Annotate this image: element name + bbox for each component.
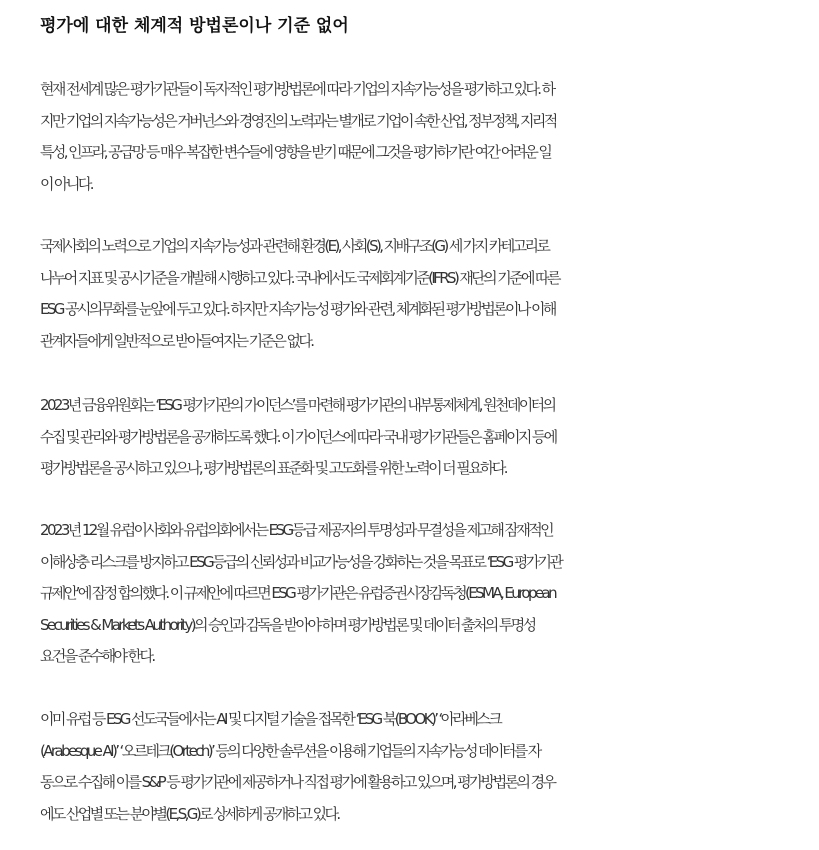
paragraph-line: 현재 전세계 많은 평가기관들이 독자적인 평가방법론에 따라 기업의 지속가능성을 평가하고 있다. 하	[40, 80, 554, 98]
paragraph-4	[40, 515, 780, 673]
paragraph-line: 동으로 수집해 이를 S&P 등 평가기관에 제공하거나 직접 평가에 활용하고 있으며, 평가방법론의 경우	[40, 773, 555, 791]
paragraph-5	[40, 704, 780, 830]
paragraph-line: 이미 유럽 등 ESG 선도국들에서는 AI 및 디지털 기술을 접목한 ‘ESG 북(BOOK)’ ‘아라베스크	[40, 710, 501, 728]
paragraph-line: 국제사회의 노력으로 기업의 지속가능성과 관련해 환경(E), 사회(S), 지배구조(G) 세 가지 카테고리로	[40, 237, 549, 255]
paragraph-line: 평가방법론을 공시하고 있으나, 평가방법론의 표준화 및 고도화를 위한 노력이 더 필요하다.	[40, 459, 506, 477]
paragraph-line: 2023년 12월 유럽이사회와 유럽의회에서는 ESG등급 제공자의 투명성과 무결성을 제고해 잠재적인	[40, 521, 553, 539]
paragraph-line: ESG 공시의무화를 눈앞에 두고 있다. 하지만 지속가능성 평가와 관련, 체계화된 평가방법론이나 이해	[40, 300, 555, 318]
paragraph-line: 에도 산업별 또는 분야별(E,S,G)로 상세하게 공개하고 있다.	[40, 804, 339, 823]
paragraph-line: 특성, 인프라, 공급망 등 매우 복잡한 변수들에 영향을 받기 때문에 그것을 평가하기란 여간 어려운 일	[40, 143, 551, 161]
paragraph-line: 수집 및 관리와 평가방법론을 공개하도록 했다. 이 가이던스에 따라 국내 평가기관들은 홈페이지 등에	[40, 427, 556, 446]
article-heading: 평가에 대한 체계적 방법론이나 기준 없어	[40, 16, 349, 36]
paragraph-2	[40, 231, 780, 357]
paragraph-1	[40, 74, 780, 200]
paragraph-line: 이해상충 리스크를 방지하고 ESG등급의 신뢰성과 비교가능성을 강화하는 것을 목표로 ‘ESG 평가기관	[40, 552, 562, 571]
paragraph-line: Securities & Markets Authority)의 승인과 감독을 받아야 하며 평가방법론 및 데이터 출처의 투명성	[40, 615, 535, 634]
paragraph-line: 요건을 준수해야 한다.	[40, 647, 154, 665]
paragraph-3	[40, 390, 780, 485]
paragraph-line: 이 아니다.	[40, 174, 92, 193]
paragraph-line: 관계자들에게 일반적으로 받아들여지는 기준은 없다.	[40, 331, 313, 350]
paragraph-line: 2023년 금융위원회는 ‘ESG 평가기관의 가이던스’를 마련해 평가기관의 내부통제체계, 원천데이터의	[40, 396, 555, 414]
paragraph-line: 규제안’에 잠정 합의했다. 이 규제안에 따르면 ESG 평가기관은 유럽증권시장감독청(ESMA, European	[40, 584, 556, 602]
paragraph-line: 나누어 지표 및 공시기준을 개발해 시행하고 있다. 국내에서도 국제회계기준(IFRS) 재단의 기준에 따른	[40, 268, 559, 287]
paragraph-line: (Arabesque AI)’ ‘오르테크(Ortech)’ 등의 다양한 솔루션을 이용해 기업들의 지속가능성 데이터를 자	[40, 741, 540, 760]
paragraph-line: 지만 기업의 지속가능성은 거버넌스와 경영진의 노력과는 별개로 기업이 속한 산업, 정부정책, 지리적	[40, 111, 556, 130]
